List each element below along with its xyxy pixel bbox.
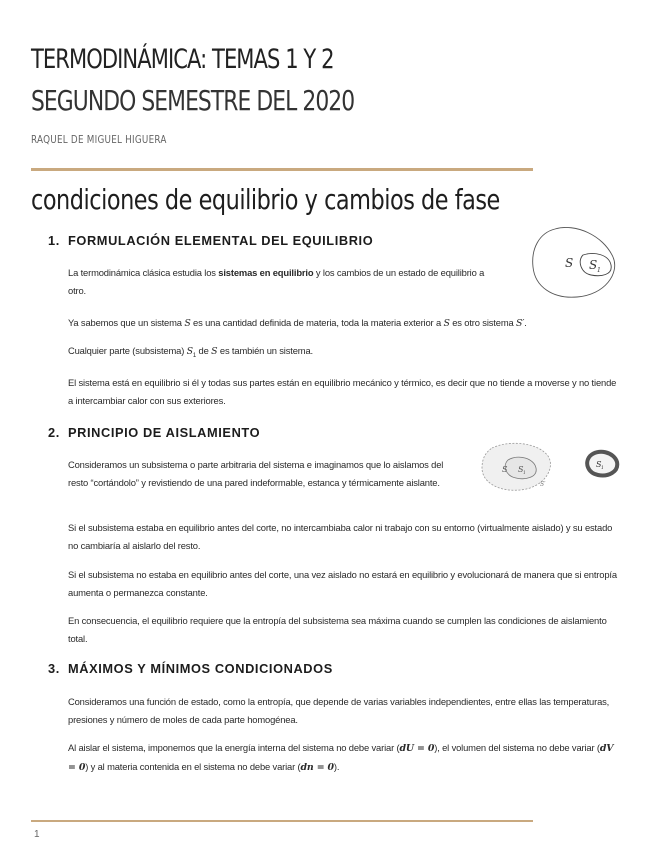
math-S: S	[184, 318, 191, 329]
figure-label-S1-sub: 1	[597, 267, 601, 274]
text-run: es una cantidad definida de materia, toda la materia exterior a	[190, 317, 444, 328]
text-run: es también un sistema.	[217, 345, 313, 356]
section-2-paragraph-4: En consecuencia, el equilibrio requiere que la entropía del subsistema sea máxima cuando se cumplen las condiciones de aislamiento total.	[68, 615, 607, 644]
system-boundary	[533, 227, 615, 297]
section-1-number: 1.	[48, 233, 60, 248]
math-S: S	[443, 318, 450, 329]
text-run: Al aislar el sistema, imponemos que la energía interna del sistema no debe variar (	[68, 742, 400, 753]
math-S1: S	[186, 346, 193, 357]
section-1-paragraph-2: Ya sabemos que un sistema S es una cantidad definida de materia, toda la materia exterior a S es otro sistema S′.	[68, 317, 527, 329]
text-run: Cualquier parte (subsistema)	[68, 345, 187, 356]
system-subsystem-figure	[525, 221, 620, 301]
text-run: ).	[333, 761, 340, 772]
section-2-number: 2.	[48, 425, 60, 440]
section-1-paragraph-1	[68, 264, 498, 300]
text-run: y los cambios de un estado de equilibrio a otro.	[68, 267, 485, 296]
text-run: La termodinámica clásica estudia los	[68, 267, 219, 278]
section-1-title	[48, 233, 373, 248]
section-2-label: PRINCIPIO DE AISLAMIENTO	[68, 425, 261, 440]
figure-label-S1: S	[518, 465, 524, 474]
figure-label-S: S	[565, 256, 574, 270]
section-1-paragraph-3	[68, 342, 618, 365]
math-S: S	[211, 346, 218, 357]
math-dU: dU = 0	[399, 743, 435, 754]
text-run: es otro sistema	[449, 317, 517, 328]
insulating-wall	[587, 452, 617, 476]
figure-label-S1: S	[596, 460, 602, 469]
figure-label-S-prime: S′	[540, 481, 546, 488]
text-run: Ya sabemos que un sistema	[68, 317, 185, 328]
figure-label-S1: S	[589, 258, 598, 272]
section-2-paragraph-3: Si el subsistema no estaba en equilibrio antes del corte, una vez aislado no estará en equilibrio y evolucionará de manera que si entropía aumenta o permanezca constante.	[68, 569, 617, 598]
section-heading: condiciones de equilibrio y cambios de fase	[31, 183, 500, 216]
text-run: ), el volumen del sistema no debe variar (	[434, 742, 600, 753]
section-3-label: MÁXIMOS Y MÍNIMOS CONDICIONADOS	[68, 661, 333, 676]
section-2-paragraph-1: Consideramos un subsistema o parte arbitraria del sistema e imaginamos que lo aislamos del resto “cortándolo” y revistiendo de una pared indeformable, estanca y térmicamente aislante.	[68, 459, 444, 488]
footer-divider	[31, 820, 533, 822]
section-3-title	[48, 661, 333, 676]
text-bold: sistemas en equilibrio	[218, 267, 314, 278]
section-3-number: 3.	[48, 661, 60, 676]
section-2-paragraph-2: Si el subsistema estaba en equilibrio antes del corte, no intercambiaba calor ni trabajo con su entorno (virtualmente aislado) y su estado no cambiaría al aislarlo del resto.	[68, 522, 613, 551]
section-1-paragraph-4: El sistema está en equilibrio si él y todas sus partes están en equilibrio mecánico y térmico, es decir que no tiende a moverse y no tiende a intercambiar calor con sus exteriores.	[68, 377, 617, 406]
section-3-paragraph-1: Consideramos una función de estado, como la entropía, que depende de varias variables independientes, entre ellas las temperaturas, presiones y número de moles de cada parte homogénea.	[68, 696, 610, 725]
subsystem-isolation-figure	[478, 438, 558, 496]
text-run: ) y al materia contenida en el sistema no debe variar (	[85, 761, 301, 772]
figure-label-S1-sub: 1	[523, 471, 526, 476]
page-number: 1	[34, 829, 40, 840]
section-2-title	[48, 425, 260, 440]
math-S-prime: S′	[516, 318, 525, 329]
math-dV: dV = 0	[68, 743, 614, 773]
header-divider	[31, 168, 533, 171]
author-name: RAQUEL DE MIGUEL HIGUERA	[31, 133, 167, 146]
text-run: de	[196, 345, 212, 356]
section-1-label: FORMULACIÓN ELEMENTAL DEL EQUILIBRIO	[68, 233, 374, 248]
document-title: TERMODINÁMICA: TEMAS 1 Y 2	[31, 44, 334, 75]
section-3-paragraph-2	[68, 739, 618, 777]
math-subscript: 1	[192, 352, 197, 359]
document-subtitle: SEGUNDO SEMESTRE DEL 2020	[31, 84, 355, 117]
figure-label-S: S	[502, 465, 508, 474]
figure-label-S1-sub: 1	[601, 466, 604, 471]
math-dn: dn = 0	[300, 762, 334, 773]
isolated-subsystem-figure	[582, 448, 620, 480]
